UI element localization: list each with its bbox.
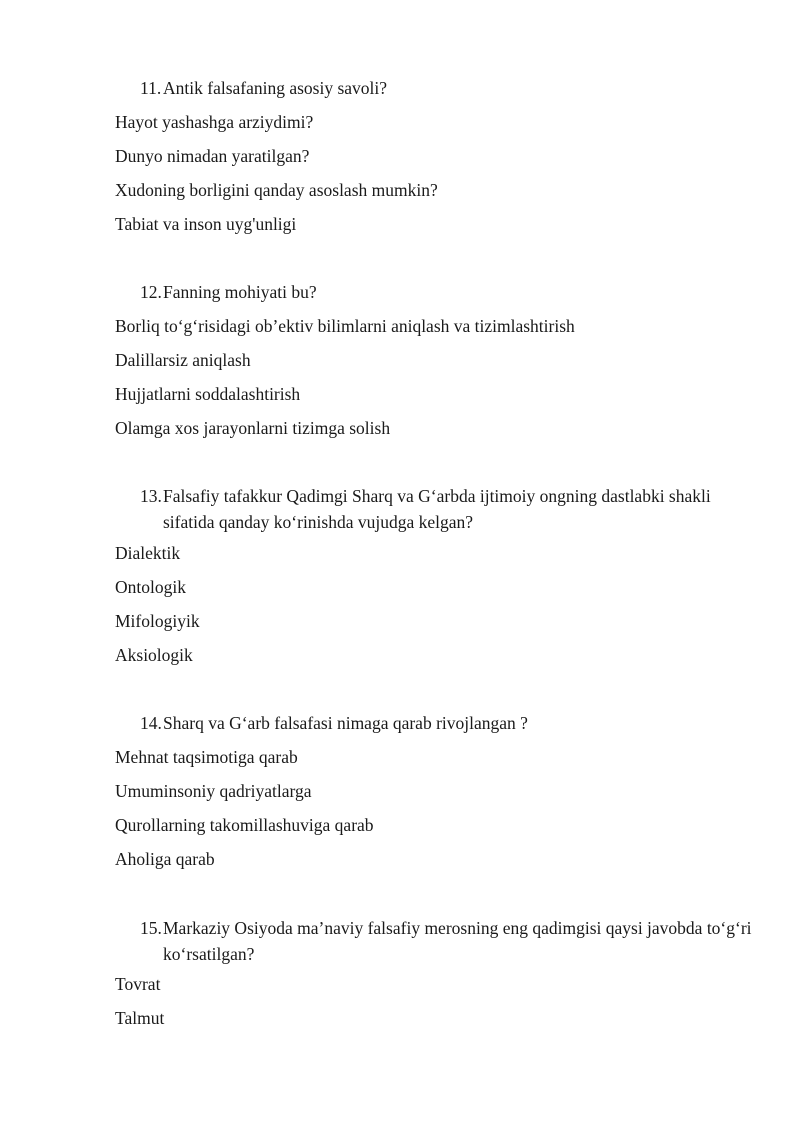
question-text: Markaziy Osiyoda ma’naviy falsafiy merosning eng qadimgisi qaysi javobda to‘g‘ri ko‘rsatilgan? [163,918,752,964]
answer-option: Olamga xos jarayonlarni tizimga solish [115,418,391,438]
question-text: Antik falsafaning asosiy savoli? [163,78,388,98]
question-text: Sharq va G‘arb falsafasi nimaga qarab rivojlangan ? [163,713,528,733]
question-text: Falsafiy tafakkur Qadimgi Sharq va G‘arbda ijtimoiy ongning dastlabki shakli sifatida qanday ko‘rinishda vujudga kelgan? [163,486,711,532]
question-14 [140,710,760,736]
answer-option: Dunyo nimadan yaratilgan? [115,146,310,166]
answer-option: Xudoning borligini qanday asoslash mumkin? [115,180,438,200]
question-number: 11. [140,78,162,98]
question-number: 12. [140,282,162,302]
answer-option: Mehnat taqsimotiga qarab [115,747,298,767]
answer-option: Dalillarsiz aniqlash [115,350,251,370]
answer-option: Tabiat va inson uyg'unligi [115,214,297,234]
question-11 [140,75,760,101]
answer-option: Borliq to‘g‘risidagi ob’ektiv bilimlarni aniqlash va tizimlashtirish [115,316,575,336]
question-number: 13. [140,486,162,506]
answer-option: Hujjatlarni soddalashtirish [115,384,301,404]
answer-option: Umuminsoniy qadriyatlarga [115,781,312,801]
question-13 [140,483,760,535]
answer-option: Mifologiyik [115,611,200,631]
answer-option: Aksiologik [115,645,193,665]
answer-option: Tovrat [115,974,161,994]
question-12 [140,279,760,305]
question-15 [140,915,760,967]
answer-option: Aholiga qarab [115,849,215,869]
answer-option: Dialektik [115,543,181,563]
question-number: 14. [140,713,162,733]
answer-option: Ontologik [115,577,186,597]
question-number: 15. [140,918,162,938]
answer-option: Qurollarning takomillashuviga qarab [115,815,374,835]
answer-option: Hayot yashashga arziydimi? [115,112,314,132]
answer-option: Talmut [115,1008,165,1028]
question-text: Fanning mohiyati bu? [163,282,317,302]
